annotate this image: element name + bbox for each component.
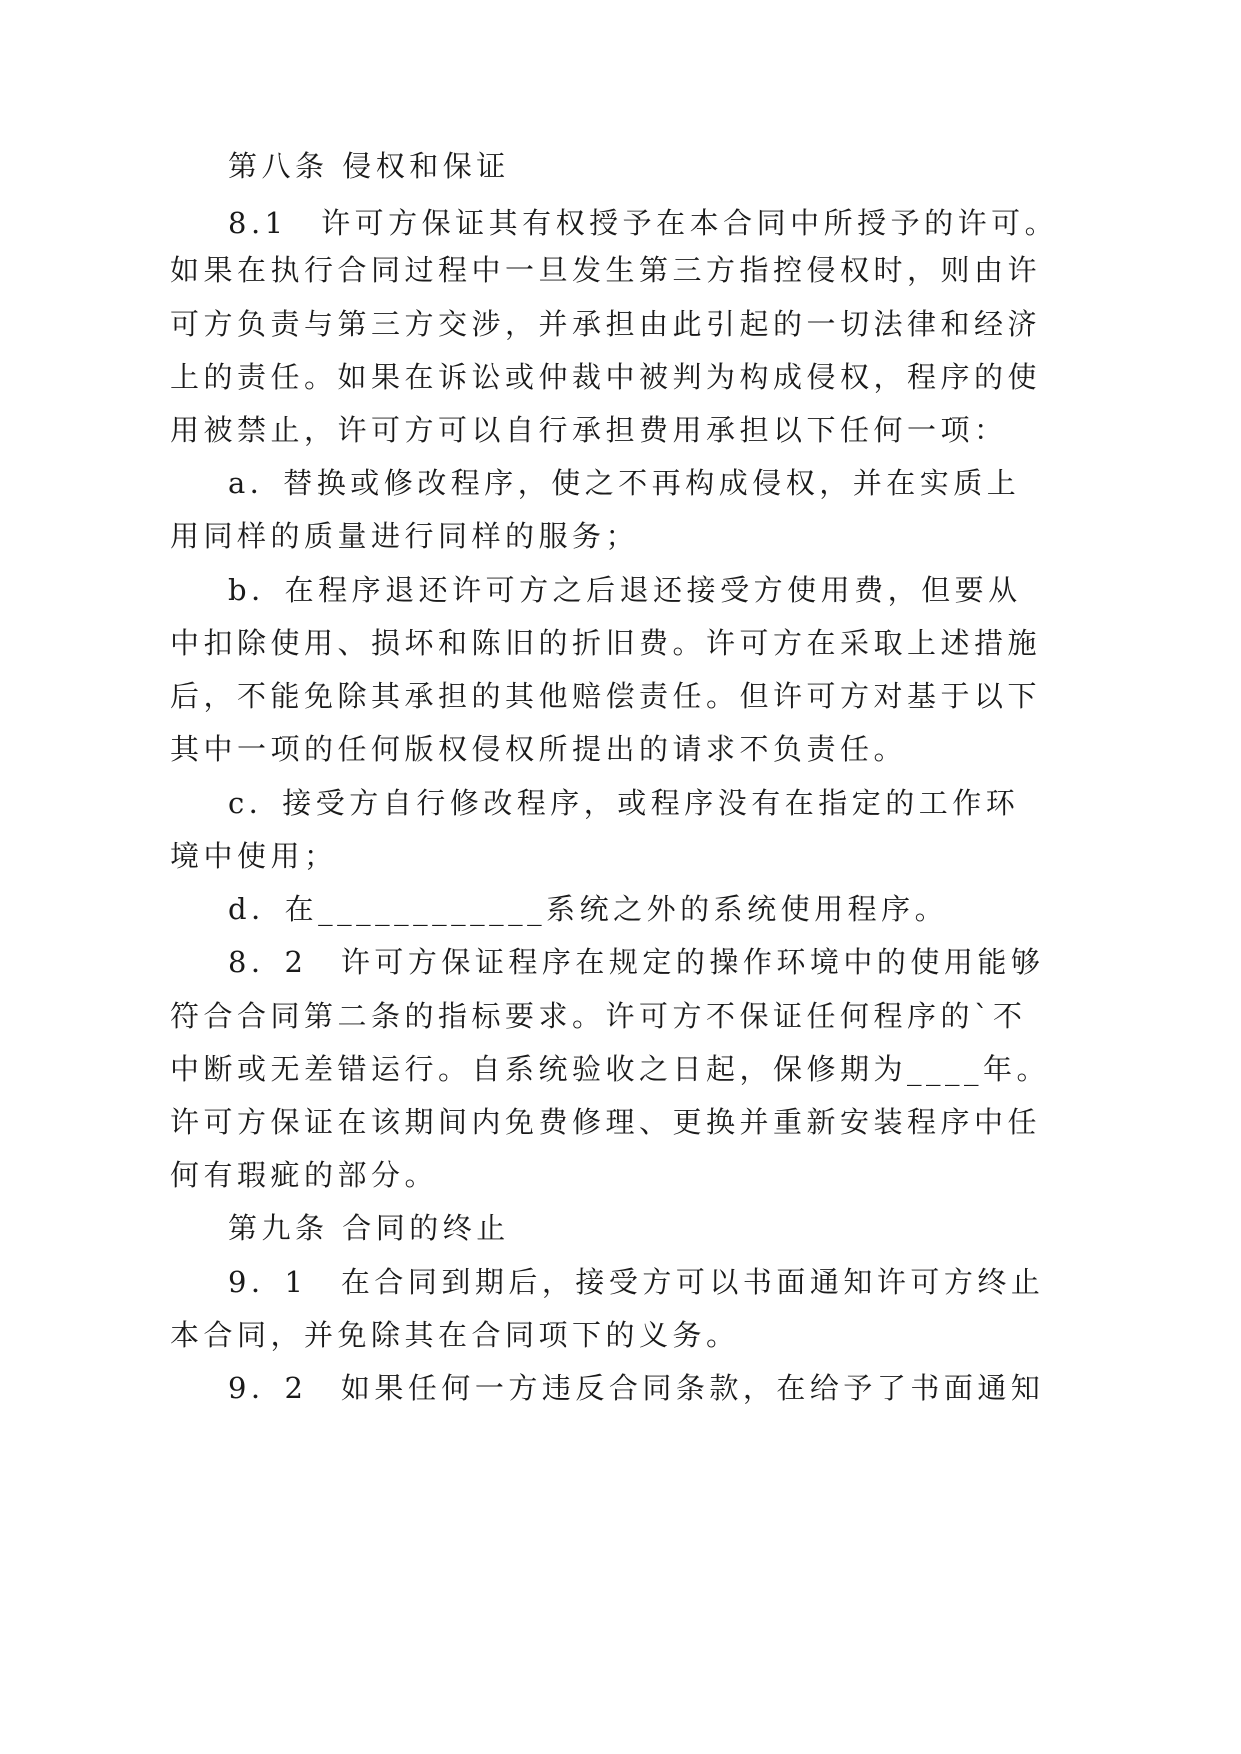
paragraph-line: 8.1 许可方保证其有权授予在本合同中所授予的许可。	[228, 206, 1059, 240]
paragraph-line: 符合合同第二条的指标要求。许可方不保证任何程序的`不	[170, 999, 1027, 1033]
paragraph-line: 8．2 许可方保证程序在规定的操作环境中的使用能够	[228, 945, 1045, 979]
article-heading: 第八条 侵权和保证	[228, 149, 510, 183]
paragraph-line: 其中一项的任何版权侵权所提出的请求不负责任。	[170, 732, 908, 766]
paragraph-line: d．在____________系统之外的系统使用程序。	[228, 892, 949, 926]
paragraph-line: 境中使用；	[170, 839, 338, 873]
paragraph-line: 9．1 在合同到期后，接受方可以书面通知许可方终止	[228, 1265, 1045, 1299]
paragraph-line: 9．2 如果任何一方违反合同条款，在给予了书面通知	[228, 1371, 1045, 1405]
paragraph-line: b．在程序退还许可方之后退还接受方使用费，但要从	[228, 573, 1022, 607]
paragraph-line: 用同样的质量进行同样的服务；	[170, 519, 640, 553]
paragraph-line: 上的责任。如果在诉讼或仲裁中被判为构成侵权，程序的使	[170, 360, 1042, 394]
paragraph-line: 如果在执行合同过程中一旦发生第三方指控侵权时，则由许	[170, 253, 1042, 287]
article-heading: 第九条 合同的终止	[228, 1211, 510, 1245]
paragraph-line: c．接受方自行修改程序，或程序没有在指定的工作环	[228, 786, 1020, 820]
paragraph-line: 何有瑕疵的部分。	[170, 1158, 439, 1192]
paragraph-line: a．替换或修改程序，使之不再构成侵权，并在实质上	[228, 466, 1021, 500]
paragraph-line: 本合同，并免除其在合同项下的义务。	[170, 1318, 740, 1352]
paragraph-line: 中扣除使用、损坏和陈旧的折旧费。许可方在采取上述措施	[170, 626, 1042, 660]
paragraph-line: 可方负责与第三方交涉，并承担由此引起的一切法律和经济	[170, 307, 1042, 341]
paragraph-line: 用被禁止，许可方可以自行承担费用承担以下任何一项：	[170, 413, 1008, 447]
paragraph-line: 后，不能免除其承担的其他赔偿责任。但许可方对基于以下	[170, 679, 1042, 713]
paragraph-line: 许可方保证在该期间内免费修理、更换并重新安装程序中任	[170, 1105, 1042, 1139]
paragraph-line: 中断或无差错运行。自系统验收之日起，保修期为____年。	[170, 1052, 1051, 1086]
